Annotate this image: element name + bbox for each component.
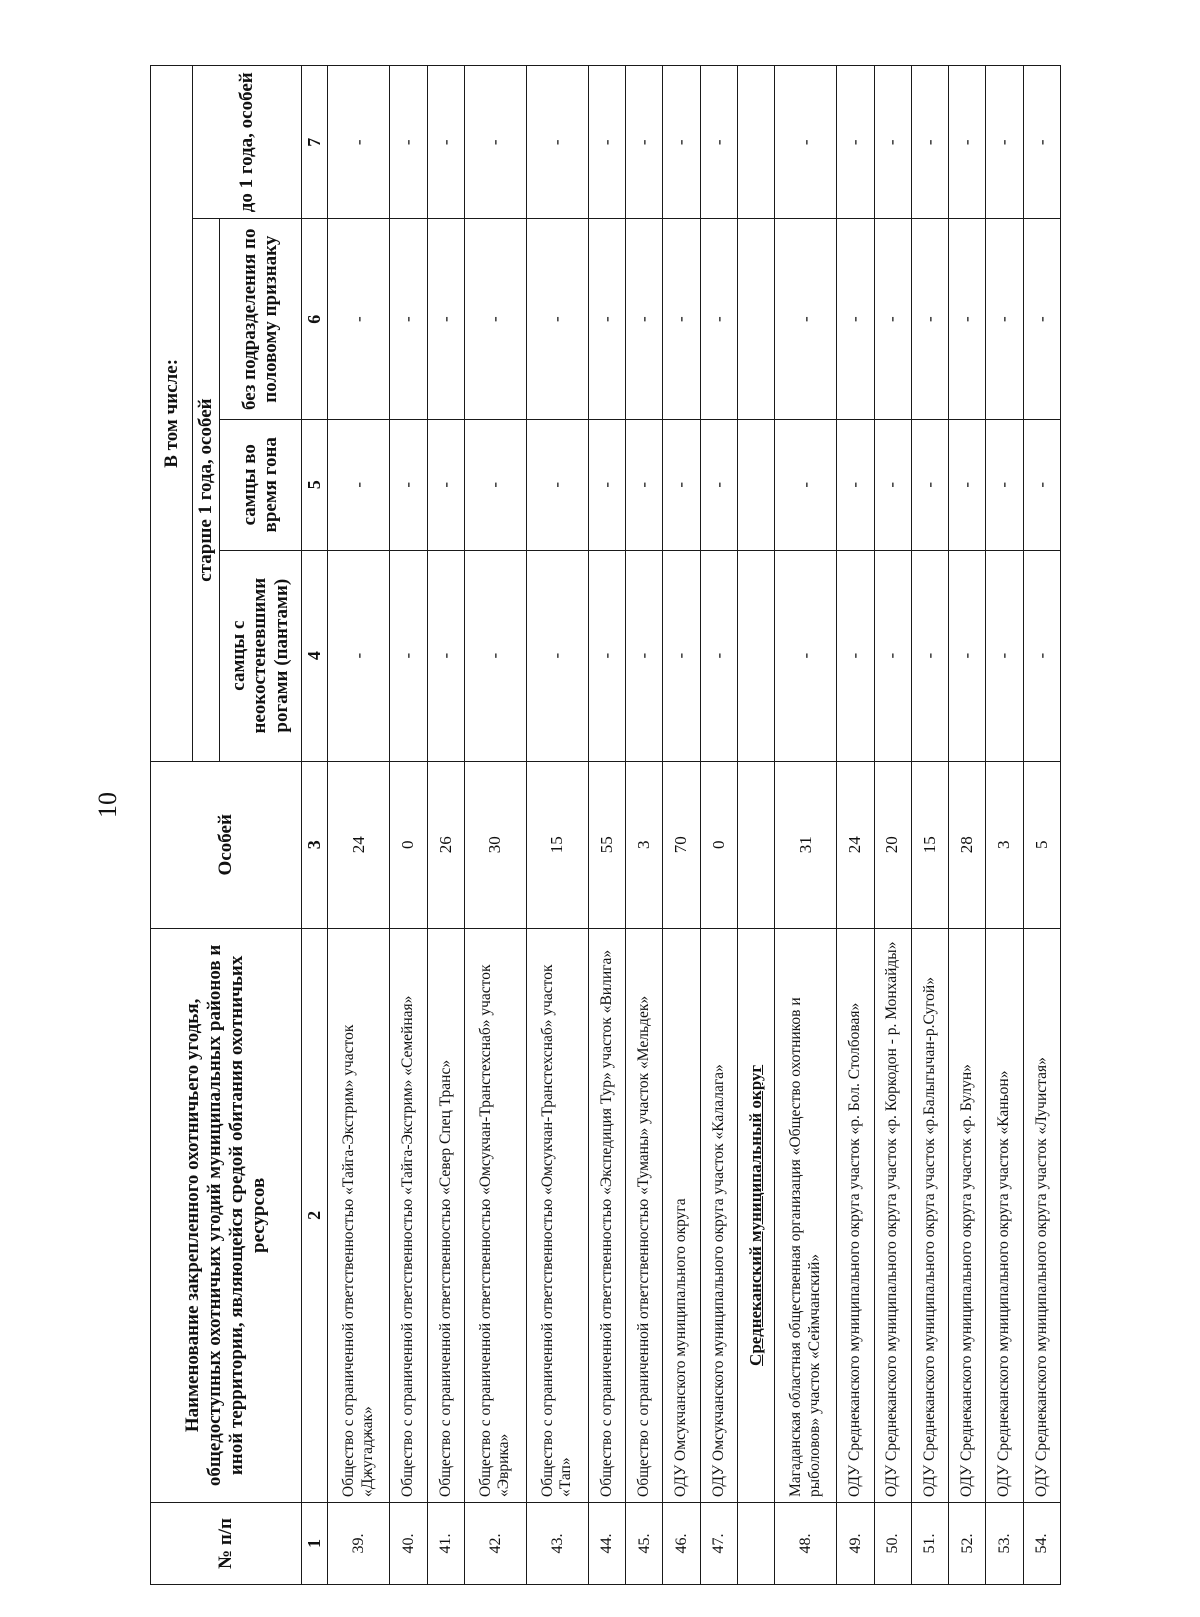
row-c7: - [775, 66, 837, 219]
table-row [663, 66, 700, 1585]
rotated-table-area [150, 65, 1061, 1585]
header-num: № п/п [151, 1502, 302, 1584]
row-c6: - [328, 219, 390, 420]
row-c7: - [1023, 66, 1060, 219]
row-c7: - [427, 66, 464, 219]
row-number: 40. [390, 1502, 427, 1584]
row-c6: - [949, 219, 986, 420]
row-total: 31 [775, 761, 837, 928]
rotated-table-container [150, 65, 1061, 1585]
row-c5: - [986, 419, 1023, 550]
row-total: 55 [588, 761, 625, 928]
row-c7: - [526, 66, 588, 219]
row-total: 70 [663, 761, 700, 928]
column-number: 1 [301, 1502, 328, 1584]
header-c7: до 1 года, особей [193, 66, 302, 219]
row-number: 43. [526, 1502, 588, 1584]
row-total: 15 [911, 761, 948, 928]
table-row [986, 66, 1023, 1585]
header-total: Особей [151, 761, 302, 928]
row-c7: - [949, 66, 986, 219]
table-row [588, 66, 625, 1585]
section-empty-cell [737, 66, 774, 219]
row-number: 42. [464, 1502, 526, 1584]
row-c7: - [328, 66, 390, 219]
table-header [151, 66, 328, 1585]
row-c7: - [986, 66, 1023, 219]
column-numbers-row [301, 66, 328, 1585]
table-body [328, 66, 1061, 1585]
row-name: Общество с ограниченной ответственностью «Омсукчан-Транстехснаб» участок «Эврика» [464, 928, 526, 1502]
row-c6: - [874, 219, 911, 420]
table-row [837, 66, 874, 1585]
row-c5: - [626, 419, 663, 550]
row-c5: - [328, 419, 390, 550]
row-c5: - [663, 419, 700, 550]
row-total: 28 [949, 761, 986, 928]
table-row [526, 66, 588, 1585]
table-row [427, 66, 464, 1585]
table-row [911, 66, 948, 1585]
row-number: 49. [837, 1502, 874, 1584]
row-c4: - [911, 550, 948, 761]
row-c5: - [464, 419, 526, 550]
row-c4: - [837, 550, 874, 761]
table-row [464, 66, 526, 1585]
header-name: Наименование закрепленного охотничьего угодья, общедоступных охотничьих угодий муниципальных районов и иной территории, являющейся средой обитания охотничьих ресурсов [151, 928, 302, 1502]
column-number: 2 [301, 928, 328, 1502]
page-number: 10 [93, 792, 122, 818]
row-c7: - [911, 66, 948, 219]
row-c7: - [700, 66, 737, 219]
row-c4: - [427, 550, 464, 761]
row-total: 24 [328, 761, 390, 928]
row-name: Общество с ограниченной ответственностью «Тайга-Экстрим» участок «Джугаджак» [328, 928, 390, 1502]
column-number: 3 [301, 761, 328, 928]
section-empty-cell [737, 219, 774, 420]
table-row [700, 66, 737, 1585]
row-c6: - [1023, 219, 1060, 420]
row-total: 30 [464, 761, 526, 928]
row-number: 39. [328, 1502, 390, 1584]
row-c4: - [626, 550, 663, 761]
row-c6: - [775, 219, 837, 420]
table-row [949, 66, 986, 1585]
section-empty-cell [737, 550, 774, 761]
row-c4: - [464, 550, 526, 761]
row-c5: - [700, 419, 737, 550]
row-total: 26 [427, 761, 464, 928]
row-number: 48. [775, 1502, 837, 1584]
row-number: 50. [874, 1502, 911, 1584]
table-row [390, 66, 427, 1585]
row-name: ОДУ Среднеканского муниципального округа участок «Каньон» [986, 928, 1023, 1502]
row-total: 3 [626, 761, 663, 928]
row-c7: - [588, 66, 625, 219]
column-number: 4 [301, 550, 328, 761]
table-row [626, 66, 663, 1585]
header-c5: самцы во время гона [219, 419, 301, 550]
row-c5: - [427, 419, 464, 550]
row-c4: - [949, 550, 986, 761]
row-number: 46. [663, 1502, 700, 1584]
row-c5: - [911, 419, 948, 550]
row-name: ОДУ Среднеканского муниципального округа участок «р. Булун» [949, 928, 986, 1502]
row-c5: - [775, 419, 837, 550]
row-c4: - [1023, 550, 1060, 761]
row-c6: - [588, 219, 625, 420]
table-row [1023, 66, 1060, 1585]
table-row [775, 66, 837, 1585]
row-name: Общество с ограниченной ответственностью «Тайга-Экстрим» «Семейная» [390, 928, 427, 1502]
row-c4: - [775, 550, 837, 761]
row-number: 54. [1023, 1502, 1060, 1584]
row-total: 0 [700, 761, 737, 928]
row-c4: - [588, 550, 625, 761]
row-c7: - [837, 66, 874, 219]
section-empty-cell [737, 419, 774, 550]
row-c5: - [837, 419, 874, 550]
row-c4: - [986, 550, 1023, 761]
row-name: ОДУ Омсукчанского муниципального округа [663, 928, 700, 1502]
table-row [874, 66, 911, 1585]
section-empty-cell [737, 1502, 774, 1584]
section-title: Среднеканский муниципальный округ [737, 928, 774, 1502]
row-c7: - [464, 66, 526, 219]
row-c6: - [526, 219, 588, 420]
row-c4: - [328, 550, 390, 761]
row-name: ОДУ Среднеканского муниципального округа участок «Лучистая» [1023, 928, 1060, 1502]
row-number: 44. [588, 1502, 625, 1584]
row-c6: - [390, 219, 427, 420]
row-c6: - [986, 219, 1023, 420]
row-c4: - [526, 550, 588, 761]
row-c5: - [874, 419, 911, 550]
row-c4: - [874, 550, 911, 761]
section-empty-cell [737, 761, 774, 928]
row-name: ОДУ Среднеканского муниципального округа участок «р.Балыгычан-р.Сугой» [911, 928, 948, 1502]
row-c5: - [390, 419, 427, 550]
row-c4: - [700, 550, 737, 761]
row-c5: - [949, 419, 986, 550]
row-c6: - [464, 219, 526, 420]
row-c6: - [427, 219, 464, 420]
row-c7: - [874, 66, 911, 219]
header-c4: самцы с неокостеневшими рогами (пантами) [219, 550, 301, 761]
row-name: Общество с ограниченной ответственностью «Омсукчан-Транстехснаб» участок «Тап» [526, 928, 588, 1502]
header-c6: без подразделения по половому признаку [219, 219, 301, 420]
header-older: старше 1 года, особей [193, 219, 220, 761]
row-total: 0 [390, 761, 427, 928]
row-number: 51. [911, 1502, 948, 1584]
row-c7: - [626, 66, 663, 219]
row-c6: - [700, 219, 737, 420]
row-total: 3 [986, 761, 1023, 928]
row-c6: - [911, 219, 948, 420]
row-c4: - [663, 550, 700, 761]
row-number: 41. [427, 1502, 464, 1584]
row-c4: - [390, 550, 427, 761]
header-including: В том числе: [151, 66, 193, 762]
row-c5: - [1023, 419, 1060, 550]
row-c7: - [390, 66, 427, 219]
row-c7: - [663, 66, 700, 219]
row-total: 24 [837, 761, 874, 928]
row-name: ОДУ Среднеканского муниципального округа участок «р. Бол. Столбовая» [837, 928, 874, 1502]
row-c6: - [837, 219, 874, 420]
row-number: 53. [986, 1502, 1023, 1584]
column-number: 7 [301, 66, 328, 219]
column-number: 6 [301, 219, 328, 420]
row-number: 45. [626, 1502, 663, 1584]
section-row [737, 66, 774, 1585]
row-number: 52. [949, 1502, 986, 1584]
row-name: Общество с ограниченной ответственностью «Туманы» участок «Мельдек» [626, 928, 663, 1502]
table-row [328, 66, 390, 1585]
row-c6: - [626, 219, 663, 420]
row-name: Общество с ограниченной ответственностью «Север Спец Транс» [427, 928, 464, 1502]
row-name: ОДУ Среднеканского муниципального округа участок «р. Коркодон - р. Монхайды» [874, 928, 911, 1502]
row-total: 15 [526, 761, 588, 928]
data-table [150, 65, 1061, 1585]
row-name: Общество с ограниченной ответственностью «Экспедиция Тур» участок «Вилига» [588, 928, 625, 1502]
row-total: 5 [1023, 761, 1060, 928]
row-total: 20 [874, 761, 911, 928]
row-c5: - [526, 419, 588, 550]
row-number: 47. [700, 1502, 737, 1584]
row-c6: - [663, 219, 700, 420]
row-c5: - [588, 419, 625, 550]
column-number: 5 [301, 419, 328, 550]
row-name: Магаданская областная общественная организация «Общество охотников и рыболовов» участок «Сеймчанский» [775, 928, 837, 1502]
row-name: ОДУ Омсукчанского муниципального округа участок «Калалага» [700, 928, 737, 1502]
